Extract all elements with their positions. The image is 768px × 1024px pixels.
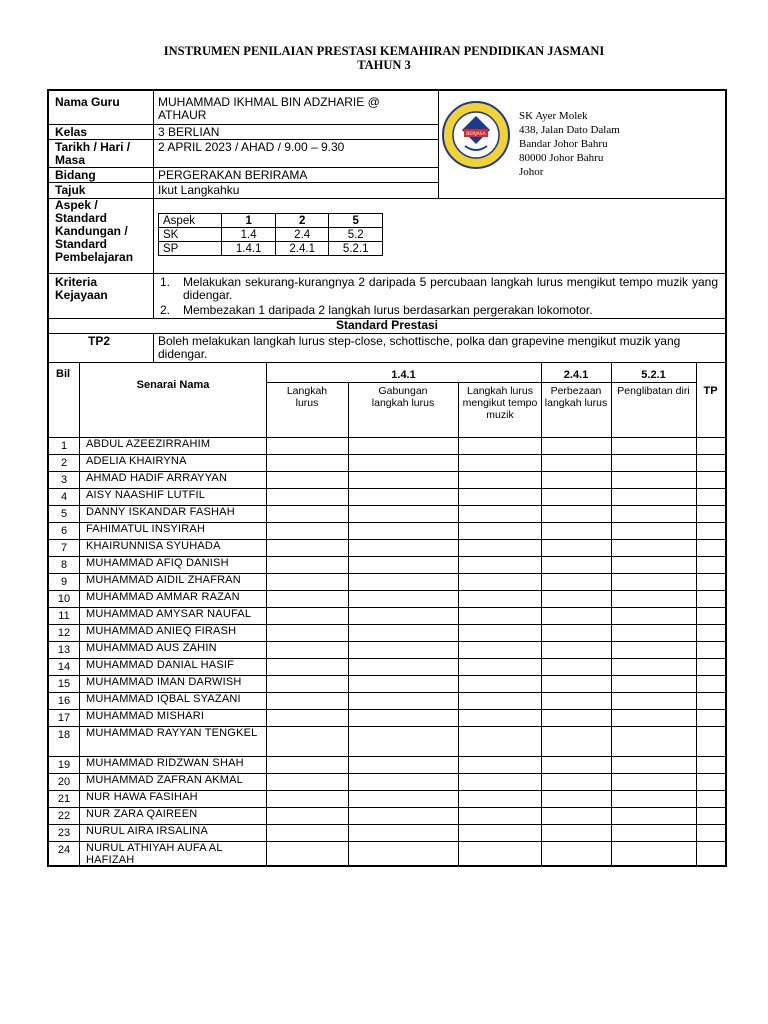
row-number: 22 — [57, 810, 71, 822]
row-number: 4 — [60, 491, 68, 503]
sp-2-4-1-header: 2.4.1 — [563, 369, 589, 381]
tarikh-value: 2 APRIL 2023 / AHAD / 9.00 – 9.30 — [158, 140, 345, 154]
student-name: MUHAMMAD RAYYAN TENGKEL — [86, 727, 258, 739]
student-name: MUHAMMAD AFIQ DANISH — [86, 557, 229, 569]
row-number: 20 — [57, 776, 71, 788]
student-name: ADELIA KHAIRYNA — [86, 455, 187, 467]
student-name: NUR HAWA FASIHAH — [86, 791, 198, 803]
row-number: 11 — [58, 610, 70, 622]
divider — [49, 198, 725, 199]
senarai-nama-header: Senarai Nama — [136, 379, 210, 391]
student-name: MUHAMMAD AUS ZAHIN — [86, 642, 217, 654]
aspek-header-cell: 5 — [329, 214, 383, 228]
student-name: ABDUL AZEEZIRRAHIM — [86, 438, 211, 450]
row-number: 21 — [57, 793, 71, 805]
tajuk-value: Ikut Langkahku — [158, 183, 240, 197]
aspek-header-cell: 2 — [275, 214, 329, 228]
kelas-label: Kelas — [55, 125, 88, 139]
student-name: AHMAD HADIF ARRAYYAN — [86, 472, 228, 484]
logo-motto: BERJASA — [466, 132, 486, 137]
kriteria-item-2: Membezakan 1 daripada 2 langkah lurus berdasarkan pergerakan lokomotor. — [183, 303, 593, 317]
divider — [49, 362, 725, 363]
aspek-label: Aspek / Standard Kandungan / Standard Pembelajaran — [55, 198, 134, 264]
row-number: 23 — [57, 827, 71, 839]
col-perbezaan-langkah-lurus: Perbezaan langkah lurus — [544, 385, 608, 409]
aspek-sk-cell: 2.4 — [275, 228, 329, 242]
row-number: 7 — [60, 542, 68, 554]
school-address-1: 438, Jalan Dato Dalam — [519, 124, 620, 136]
student-name: MUHAMMAD ZAFRAN AKMAL — [86, 774, 243, 786]
divider — [49, 124, 438, 125]
student-name: MUHAMMAD AMYSAR NAUFAL — [86, 608, 252, 620]
kelas-value: 3 BERLIAN — [158, 125, 220, 139]
student-name: MUHAMMAD AMMAR RAZAN — [86, 591, 240, 603]
row-number: 3 — [60, 474, 68, 486]
row-number: 5 — [60, 508, 68, 520]
divider — [49, 182, 438, 183]
divider — [153, 333, 154, 362]
school-logo-icon — [441, 100, 511, 170]
student-name: AISY NAASHIF LUTFIL — [86, 489, 206, 501]
row-number: 2 — [60, 457, 68, 469]
row-number: 17 — [57, 712, 71, 724]
bil-header: Bil — [56, 368, 71, 380]
student-name: MUHAMMAD IMAN DARWISH — [86, 676, 242, 688]
col-gabungan-langkah-lurus: Gabungan langkah lurus — [371, 385, 435, 409]
document-title — [0, 44, 768, 72]
col-penglibatan-diri: Penglibatan diri — [617, 385, 690, 397]
col-langkah-lurus: Langkah lurus — [286, 385, 328, 409]
school-address-4: Johor — [519, 166, 544, 178]
divider — [438, 91, 439, 198]
aspek-sp-cell: 1.4.1 — [222, 242, 276, 256]
student-name: DANNY ISKANDAR FASHAH — [86, 506, 235, 518]
title-line-2: TAHUN 3 — [357, 58, 411, 72]
tarikh-label: Tarikh / Hari / Masa — [55, 140, 131, 167]
row-number: 9 — [60, 576, 68, 588]
aspek-sk-cell: 1.4 — [222, 228, 276, 242]
aspek-sk-cell: 5.2 — [329, 228, 383, 242]
bidang-value: PERGERAKAN BERIRAMA — [158, 168, 308, 182]
row-number: 10 — [57, 593, 71, 605]
row-number: 6 — [60, 525, 68, 537]
student-name: MUHAMMAD DANIAL HASIF — [86, 659, 235, 671]
kriteria-label: Kriteria Kejayaan — [55, 275, 108, 302]
bidang-label: Bidang — [55, 168, 96, 182]
kriteria-item-2-number: 2. — [160, 303, 171, 317]
student-name: MUHAMMAD RIDZWAN SHAH — [86, 757, 244, 769]
kriteria-item-1: Melakukan sekurang-kurangnya 2 daripada 5 percubaan langkah lurus mengikut tempo muzik yang didengar. — [183, 275, 718, 302]
aspek-sp-cell: SP — [159, 242, 222, 256]
aspek-table — [158, 213, 383, 256]
row-number: 19 — [57, 759, 71, 771]
divider — [49, 273, 725, 274]
col-langkah-lurus-tempo: Langkah lurus mengikut tempo muzik — [462, 385, 538, 421]
divider — [153, 198, 154, 318]
aspek-sp-cell: 5.2.1 — [329, 242, 383, 256]
sp-5-2-1-header: 5.2.1 — [641, 369, 666, 381]
divider — [266, 382, 696, 383]
student-name: NURUL ATHIYAH AUFA AL HAFIZAH — [86, 842, 223, 866]
student-name: NURUL AIRA IRSALINA — [86, 825, 208, 837]
title-line-1: INSTRUMEN PENILAIAN PRESTASI KEMAHIRAN PENDIDIKAN JASMANI — [163, 44, 605, 58]
school-address-3: 80000 Johor Bahru — [519, 152, 604, 164]
row-number: 24 — [57, 844, 71, 856]
aspek-sk-cell: SK — [159, 228, 222, 242]
student-name: MUHAMMAD MISHARI — [86, 710, 205, 722]
student-name: MUHAMMAD AIDIL ZHAFRAN — [86, 574, 241, 586]
tp-header: TP — [703, 385, 718, 397]
row-number: 1 — [60, 440, 68, 452]
row-number: 14 — [57, 661, 71, 673]
row-number: 18 — [57, 729, 71, 741]
row-number: 12 — [57, 627, 71, 639]
student-name: KHAIRUNNISA SYUHADA — [86, 540, 221, 552]
aspek-header-cell: Aspek — [159, 214, 222, 228]
kriteria-item-1-number: 1. — [160, 275, 171, 289]
student-name: FAHIMATUL INSYIRAH — [86, 523, 206, 535]
nama-guru-label: Nama Guru — [55, 95, 120, 109]
student-name: NUR ZARA QAIREEN — [86, 808, 198, 820]
nama-guru-value: MUHAMMAD IKHMAL BIN ADZHARIE @ ATHAUR — [158, 95, 380, 122]
aspek-sp-cell: 2.4.1 — [275, 242, 329, 256]
school-address-2: Bandar Johor Bahru — [519, 138, 608, 150]
row-number: 15 — [57, 678, 71, 690]
tajuk-label: Tajuk — [55, 183, 86, 197]
student-name: MUHAMMAD IQBAL SYAZANI — [86, 693, 241, 705]
aspek-header-cell: 1 — [222, 214, 276, 228]
row-number: 8 — [60, 559, 68, 571]
student-name: MUHAMMAD ANIEQ FIRASH — [86, 625, 237, 637]
tp-level-label: TP2 — [88, 334, 111, 348]
tp-level-description: Boleh melakukan langkah lurus step-close, schottische, polka dan grapevine mengikut muzik yang didengar. — [158, 334, 681, 361]
row-number: 16 — [57, 695, 71, 707]
sp-1-4-1-header: 1.4.1 — [391, 369, 416, 381]
standard-prestasi-heading: Standard Prestasi — [335, 318, 439, 332]
school-name: SK Ayer Molek — [519, 110, 588, 122]
row-number: 13 — [57, 644, 71, 656]
